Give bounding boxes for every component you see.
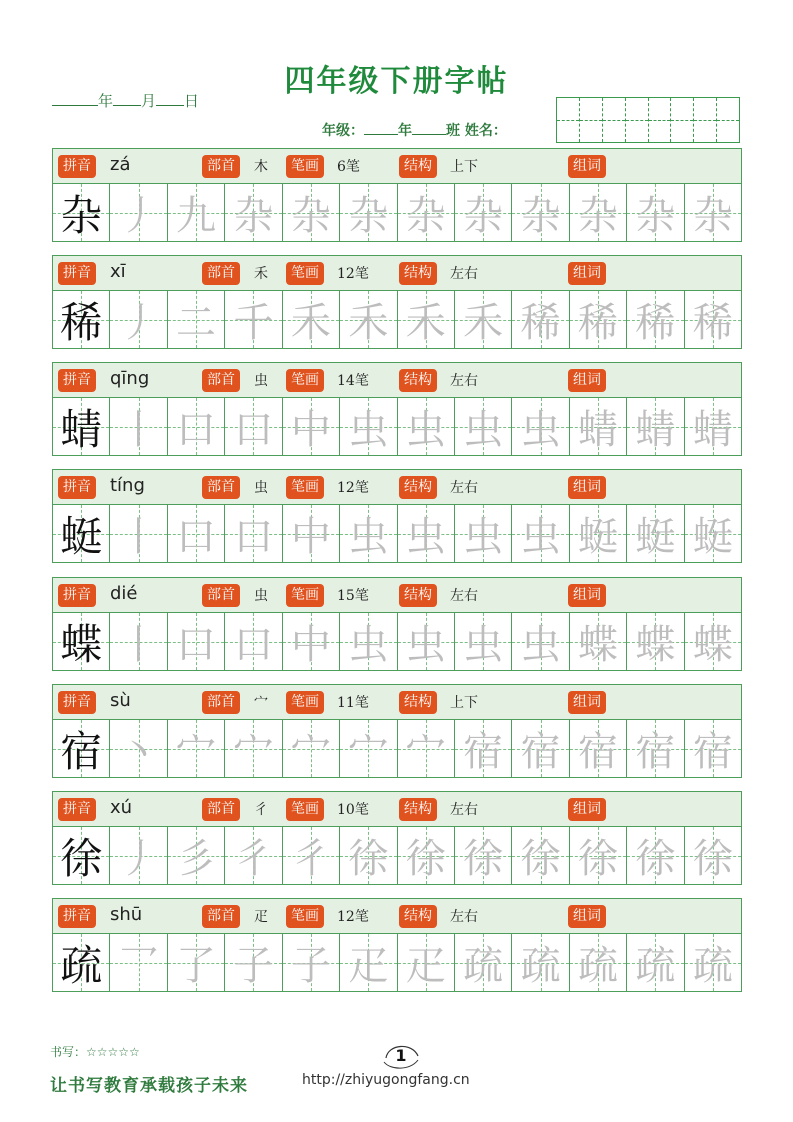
trace-cell[interactable]: 蝶 bbox=[685, 613, 741, 670]
writing-grid bbox=[52, 613, 742, 671]
char-info-bar bbox=[52, 577, 742, 613]
strokes-tag: 笔画 bbox=[286, 262, 324, 285]
trace-cell[interactable]: 中 bbox=[283, 398, 340, 455]
trace-cell[interactable]: 禾 bbox=[340, 291, 397, 348]
trace-cell[interactable]: 口 bbox=[168, 398, 225, 455]
pinyin-tag: 拼音 bbox=[58, 262, 96, 285]
model-character: 疏 bbox=[53, 934, 110, 991]
trace-cell[interactable]: 了 bbox=[168, 934, 225, 991]
trace-cell[interactable]: 宿 bbox=[685, 720, 741, 777]
char-block bbox=[52, 362, 742, 456]
trace-cell[interactable]: 疋 bbox=[340, 934, 397, 991]
trace-cell[interactable]: 口 bbox=[168, 505, 225, 562]
trace-cell[interactable]: 蜓 bbox=[570, 505, 627, 562]
pinyin-value: qīng bbox=[110, 368, 150, 389]
trace-cell[interactable]: 虫 bbox=[398, 398, 455, 455]
writing-grid bbox=[52, 184, 742, 242]
char-info-bar bbox=[52, 684, 742, 720]
trace-cell[interactable]: 彳 bbox=[225, 827, 282, 884]
words-tag: 组词 bbox=[568, 691, 606, 714]
writing-grid bbox=[52, 291, 742, 349]
radical-value: 宀 bbox=[254, 695, 268, 711]
strokes-tag: 笔画 bbox=[286, 691, 324, 714]
char-block bbox=[52, 469, 742, 563]
trace-cell[interactable]: 虫 bbox=[512, 505, 569, 562]
char-block bbox=[52, 684, 742, 778]
char-block bbox=[52, 255, 742, 349]
trace-cell[interactable]: 丨 bbox=[110, 398, 167, 455]
char-info-bar bbox=[52, 148, 742, 184]
trace-cell[interactable]: 虫 bbox=[455, 613, 512, 670]
words-tag: 组词 bbox=[568, 369, 606, 392]
trace-cell[interactable]: 杂 bbox=[570, 184, 627, 241]
strokes-value: 14笔 bbox=[337, 373, 369, 389]
trace-cell[interactable]: 杂 bbox=[340, 184, 397, 241]
strokes-value: 12笔 bbox=[337, 480, 369, 496]
slogan: 让书写教育承载孩子未来 bbox=[50, 1076, 248, 1096]
model-character: 蝶 bbox=[53, 613, 110, 670]
trace-cell[interactable]: 乛 bbox=[110, 934, 167, 991]
char-block bbox=[52, 898, 742, 992]
structure-value: 左右 bbox=[450, 909, 478, 925]
trace-cell[interactable]: 丶 bbox=[110, 720, 167, 777]
trace-cell[interactable]: 宀 bbox=[168, 720, 225, 777]
structure-value: 左右 bbox=[450, 266, 478, 282]
trace-cell[interactable]: 徐 bbox=[455, 827, 512, 884]
trace-cell[interactable]: 杂 bbox=[225, 184, 282, 241]
words-tag: 组词 bbox=[568, 476, 606, 499]
trace-cell[interactable]: 禾 bbox=[283, 291, 340, 348]
trace-cell[interactable]: 疋 bbox=[398, 934, 455, 991]
trace-cell[interactable]: 稀 bbox=[512, 291, 569, 348]
writing-grid bbox=[52, 934, 742, 992]
pinyin-value: zá bbox=[110, 154, 131, 175]
writing-grid bbox=[52, 398, 742, 456]
char-info-bar bbox=[52, 469, 742, 505]
strokes-value: 6笔 bbox=[337, 159, 360, 175]
trace-cell[interactable]: 虫 bbox=[340, 398, 397, 455]
trace-cell[interactable]: 徐 bbox=[570, 827, 627, 884]
trace-cell[interactable]: 口 bbox=[168, 613, 225, 670]
writing-grid bbox=[52, 827, 742, 885]
trace-cell[interactable]: 宀 bbox=[225, 720, 282, 777]
radical-tag: 部首 bbox=[202, 798, 240, 821]
website-url[interactable]: http://zhiyugongfang.cn bbox=[302, 1072, 470, 1088]
pinyin-tag: 拼音 bbox=[58, 584, 96, 607]
char-block bbox=[52, 577, 742, 671]
trace-cell[interactable]: 口 bbox=[225, 505, 282, 562]
trace-cell[interactable]: 杂 bbox=[512, 184, 569, 241]
words-tag: 组词 bbox=[568, 584, 606, 607]
radical-tag: 部首 bbox=[202, 691, 240, 714]
strokes-tag: 笔画 bbox=[286, 155, 324, 178]
trace-cell[interactable]: 中 bbox=[283, 505, 340, 562]
char-info-bar bbox=[52, 255, 742, 291]
trace-cell[interactable]: 蜻 bbox=[627, 398, 684, 455]
strokes-tag: 笔画 bbox=[286, 905, 324, 928]
model-character: 杂 bbox=[53, 184, 110, 241]
trace-cell[interactable]: 口 bbox=[225, 398, 282, 455]
radical-value: 疋 bbox=[254, 909, 268, 925]
trace-cell[interactable]: 徐 bbox=[340, 827, 397, 884]
structure-tag: 结构 bbox=[399, 691, 437, 714]
pinyin-tag: 拼音 bbox=[58, 155, 96, 178]
pinyin-tag: 拼音 bbox=[58, 798, 96, 821]
grade-blank[interactable] bbox=[364, 122, 398, 135]
trace-cell[interactable]: 虫 bbox=[512, 398, 569, 455]
trace-cell[interactable]: 丨 bbox=[110, 613, 167, 670]
trace-cell[interactable]: 宿 bbox=[627, 720, 684, 777]
model-character: 稀 bbox=[53, 291, 110, 348]
char-info-bar bbox=[52, 791, 742, 827]
pinyin-value: xú bbox=[110, 797, 133, 818]
strokes-value: 15笔 bbox=[337, 588, 369, 604]
structure-tag: 结构 bbox=[399, 155, 437, 178]
radical-value: 虫 bbox=[254, 373, 268, 389]
model-character: 蜓 bbox=[53, 505, 110, 562]
trace-cell[interactable]: 宀 bbox=[283, 720, 340, 777]
trace-cell[interactable]: 丿 bbox=[110, 184, 167, 241]
trace-cell[interactable]: 虫 bbox=[455, 398, 512, 455]
trace-cell[interactable]: 蜻 bbox=[570, 398, 627, 455]
pinyin-value: dié bbox=[110, 583, 138, 604]
grade-class-line: 年级： 年 班 姓名： bbox=[322, 123, 507, 139]
radical-value: 虫 bbox=[254, 588, 268, 604]
trace-cell[interactable]: 蝶 bbox=[570, 613, 627, 670]
strokes-value: 12笔 bbox=[337, 909, 369, 925]
trace-cell[interactable]: 稀 bbox=[685, 291, 741, 348]
trace-cell[interactable]: 蜻 bbox=[685, 398, 741, 455]
strokes-tag: 笔画 bbox=[286, 584, 324, 607]
trace-cell[interactable]: 宿 bbox=[455, 720, 512, 777]
rating-stars: 书写：☆☆☆☆☆ bbox=[50, 1045, 140, 1059]
pinyin-tag: 拼音 bbox=[58, 369, 96, 392]
trace-cell[interactable]: 子 bbox=[283, 934, 340, 991]
structure-value: 左右 bbox=[450, 588, 478, 604]
structure-tag: 结构 bbox=[399, 262, 437, 285]
trace-cell[interactable]: 杂 bbox=[455, 184, 512, 241]
trace-cell[interactable]: 口 bbox=[225, 613, 282, 670]
radical-tag: 部首 bbox=[202, 905, 240, 928]
trace-cell[interactable]: 子 bbox=[225, 934, 282, 991]
radical-value: 虫 bbox=[254, 480, 268, 496]
trace-cell[interactable]: 疏 bbox=[512, 934, 569, 991]
trace-cell[interactable]: 蝶 bbox=[627, 613, 684, 670]
trace-cell[interactable]: 杂 bbox=[398, 184, 455, 241]
date-line: 年 月 日 bbox=[52, 90, 199, 111]
words-tag: 组词 bbox=[568, 905, 606, 928]
model-character: 徐 bbox=[53, 827, 110, 884]
char-info-bar bbox=[52, 362, 742, 398]
structure-tag: 结构 bbox=[399, 369, 437, 392]
structure-tag: 结构 bbox=[399, 476, 437, 499]
radical-tag: 部首 bbox=[202, 584, 240, 607]
radical-tag: 部首 bbox=[202, 155, 240, 178]
model-character: 宿 bbox=[53, 720, 110, 777]
trace-cell[interactable]: 丨 bbox=[110, 505, 167, 562]
structure-tag: 结构 bbox=[399, 798, 437, 821]
month-blank[interactable] bbox=[113, 91, 141, 106]
words-tag: 组词 bbox=[568, 798, 606, 821]
radical-tag: 部首 bbox=[202, 369, 240, 392]
structure-value: 上下 bbox=[450, 159, 478, 175]
char-block bbox=[52, 791, 742, 885]
year-blank[interactable] bbox=[52, 91, 98, 106]
trace-cell[interactable]: 徐 bbox=[685, 827, 741, 884]
strokes-tag: 笔画 bbox=[286, 798, 324, 821]
pinyin-value: xī bbox=[110, 261, 126, 282]
structure-value: 左右 bbox=[450, 802, 478, 818]
trace-cell[interactable]: 虫 bbox=[340, 613, 397, 670]
structure-tag: 结构 bbox=[399, 905, 437, 928]
trace-cell[interactable]: 禾 bbox=[455, 291, 512, 348]
char-info-bar bbox=[52, 898, 742, 934]
trace-cell[interactable]: 稀 bbox=[627, 291, 684, 348]
structure-value: 左右 bbox=[450, 373, 478, 389]
page-number: 1 bbox=[380, 1040, 422, 1072]
trace-cell[interactable]: 九 bbox=[168, 184, 225, 241]
radical-value: 彳 bbox=[254, 802, 268, 818]
pinyin-value: sù bbox=[110, 690, 131, 711]
trace-cell[interactable]: 蜓 bbox=[685, 505, 741, 562]
pinyin-tag: 拼音 bbox=[58, 905, 96, 928]
trace-cell[interactable]: 徐 bbox=[512, 827, 569, 884]
trace-cell[interactable]: 疏 bbox=[570, 934, 627, 991]
pinyin-value: tíng bbox=[110, 475, 145, 496]
class-blank[interactable] bbox=[412, 122, 446, 135]
strokes-value: 12笔 bbox=[337, 266, 369, 282]
trace-cell[interactable]: 宀 bbox=[340, 720, 397, 777]
trace-cell[interactable]: 丿 bbox=[110, 291, 167, 348]
trace-cell[interactable]: 疏 bbox=[455, 934, 512, 991]
strokes-tag: 笔画 bbox=[286, 369, 324, 392]
char-block bbox=[52, 148, 742, 242]
day-blank[interactable] bbox=[156, 91, 184, 106]
trace-cell[interactable]: 中 bbox=[283, 613, 340, 670]
writing-grid bbox=[52, 505, 742, 563]
trace-cell[interactable]: 虫 bbox=[398, 613, 455, 670]
structure-value: 上下 bbox=[450, 695, 478, 711]
trace-cell[interactable]: 蜓 bbox=[627, 505, 684, 562]
trace-cell[interactable]: 虫 bbox=[340, 505, 397, 562]
trace-cell[interactable]: 杂 bbox=[627, 184, 684, 241]
page-title: 四年级下册字帖 bbox=[284, 64, 509, 99]
trace-cell[interactable]: 虫 bbox=[398, 505, 455, 562]
pinyin-tag: 拼音 bbox=[58, 691, 96, 714]
radical-tag: 部首 bbox=[202, 262, 240, 285]
trace-cell[interactable]: 虫 bbox=[455, 505, 512, 562]
trace-cell[interactable]: 徐 bbox=[627, 827, 684, 884]
trace-cell[interactable]: 禾 bbox=[398, 291, 455, 348]
pinyin-value: shū bbox=[110, 904, 143, 925]
radical-value: 禾 bbox=[254, 266, 268, 282]
trace-cell[interactable]: 虫 bbox=[512, 613, 569, 670]
strokes-value: 10笔 bbox=[337, 802, 369, 818]
radical-value: 木 bbox=[254, 159, 268, 175]
structure-tag: 结构 bbox=[399, 584, 437, 607]
trace-cell[interactable]: 彡 bbox=[168, 827, 225, 884]
trace-cell[interactable]: 彳 bbox=[283, 827, 340, 884]
structure-value: 左右 bbox=[450, 480, 478, 496]
trace-cell[interactable]: 稀 bbox=[570, 291, 627, 348]
pinyin-tag: 拼音 bbox=[58, 476, 96, 499]
trace-cell[interactable]: 杂 bbox=[283, 184, 340, 241]
strokes-tag: 笔画 bbox=[286, 476, 324, 499]
trace-cell[interactable]: 宿 bbox=[512, 720, 569, 777]
strokes-value: 11笔 bbox=[337, 695, 369, 711]
trace-cell[interactable]: 丿 bbox=[110, 827, 167, 884]
trace-cell[interactable]: 宀 bbox=[398, 720, 455, 777]
radical-tag: 部首 bbox=[202, 476, 240, 499]
trace-cell[interactable]: 宿 bbox=[570, 720, 627, 777]
trace-cell[interactable]: 疏 bbox=[685, 934, 741, 991]
words-tag: 组词 bbox=[568, 262, 606, 285]
trace-cell[interactable]: 疏 bbox=[627, 934, 684, 991]
trace-cell[interactable]: 千 bbox=[225, 291, 282, 348]
model-character: 蜻 bbox=[53, 398, 110, 455]
words-tag: 组词 bbox=[568, 155, 606, 178]
trace-cell[interactable]: 徐 bbox=[398, 827, 455, 884]
trace-cell[interactable]: 杂 bbox=[685, 184, 741, 241]
writing-grid bbox=[52, 720, 742, 778]
trace-cell[interactable]: 二 bbox=[168, 291, 225, 348]
name-grid[interactable] bbox=[556, 97, 740, 143]
